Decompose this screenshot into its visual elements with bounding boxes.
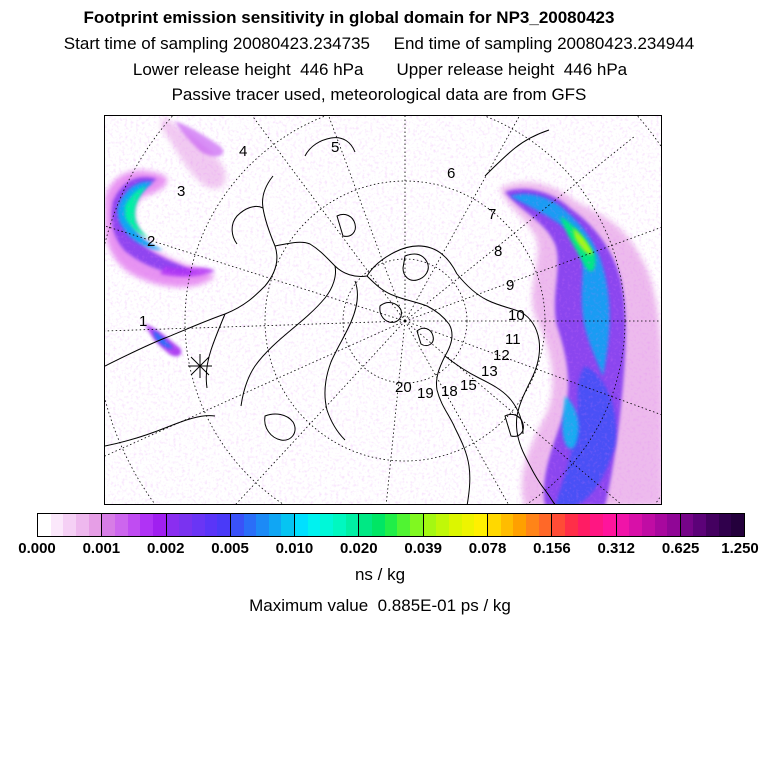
colorbar-swatch bbox=[230, 514, 244, 536]
colorbar-swatch bbox=[63, 514, 76, 536]
map-title: Footprint emission sensitivity in global domain for NP3_20080423 bbox=[83, 8, 615, 27]
colorbar-swatch bbox=[423, 514, 437, 536]
colorbar-swatch bbox=[217, 514, 230, 536]
release-point-asterisk-icon bbox=[188, 354, 212, 378]
colorbar-swatch bbox=[205, 514, 218, 536]
colorbar-swatch bbox=[372, 514, 385, 536]
colorbar bbox=[37, 513, 745, 537]
day-label: 9 bbox=[506, 277, 515, 294]
colorbar-swatch bbox=[140, 514, 153, 536]
colorbar-swatch bbox=[436, 514, 449, 536]
colorbar-swatch bbox=[616, 514, 630, 536]
day-label: 4 bbox=[239, 143, 248, 160]
colorbar-swatch bbox=[153, 514, 166, 536]
colorbar-swatch bbox=[51, 514, 64, 536]
colorbar-swatch bbox=[590, 514, 603, 536]
colorbar-swatch bbox=[693, 514, 706, 536]
day-label: 12 bbox=[493, 347, 510, 364]
colorbar-swatch bbox=[731, 514, 744, 536]
colorbar-swatch bbox=[513, 514, 526, 536]
colorbar-tick-label: 0.625 bbox=[661, 540, 700, 557]
colorbar-swatch bbox=[89, 514, 102, 536]
release-height-line: Lower release height 446 hPa Upper release height 446 hPa bbox=[132, 60, 628, 79]
colorbar-swatch bbox=[551, 514, 565, 536]
tracer-info-line: Passive tracer used, meteorological data are from GFS bbox=[171, 85, 587, 104]
day-label: 10 bbox=[508, 307, 525, 324]
sampling-time-line: Start time of sampling 20080423.234735 End time of sampling 20080423.234944 bbox=[63, 34, 695, 53]
colorbar-swatch bbox=[719, 514, 732, 536]
colorbar-tick-label: 0.020 bbox=[340, 540, 378, 557]
footprint-map bbox=[104, 115, 662, 505]
colorbar-swatch bbox=[397, 514, 410, 536]
colorbar-swatch bbox=[256, 514, 269, 536]
colorbar-swatch bbox=[667, 514, 680, 536]
colorbar-swatch bbox=[358, 514, 372, 536]
colorbar-swatch bbox=[539, 514, 552, 536]
colorbar-swatch bbox=[629, 514, 642, 536]
colorbar-swatch bbox=[603, 514, 616, 536]
colorbar-swatch bbox=[526, 514, 539, 536]
colorbar-swatch bbox=[474, 514, 487, 536]
colorbar-swatch bbox=[462, 514, 475, 536]
day-label: 3 bbox=[177, 183, 186, 200]
colorbar-swatch bbox=[128, 514, 141, 536]
colorbar-swatch bbox=[281, 514, 294, 536]
day-label: 2 bbox=[147, 233, 156, 250]
day-label: 18 bbox=[441, 383, 458, 400]
day-label: 6 bbox=[447, 165, 456, 182]
colorbar-swatch bbox=[308, 514, 321, 536]
colorbar-tick-label: 0.312 bbox=[597, 540, 636, 557]
colorbar-swatch bbox=[320, 514, 333, 536]
day-label: 15 bbox=[460, 377, 477, 394]
colorbar-swatch bbox=[101, 514, 115, 536]
colorbar-tick-labels bbox=[0, 540, 768, 560]
colorbar-tick-label: 0.005 bbox=[211, 540, 249, 557]
colorbar-unit: ns / kg bbox=[354, 565, 406, 584]
colorbar-tick-label: 0.001 bbox=[82, 540, 121, 557]
day-label: 20 bbox=[395, 379, 412, 396]
day-label: 19 bbox=[417, 385, 434, 402]
colorbar-swatch bbox=[655, 514, 668, 536]
colorbar-swatch bbox=[269, 514, 282, 536]
colorbar-tick-label: 0.078 bbox=[468, 540, 507, 557]
colorbar-swatch bbox=[642, 514, 655, 536]
colorbar-swatch bbox=[346, 514, 359, 536]
map-canvas bbox=[105, 116, 662, 505]
colorbar-tick-label: 0.002 bbox=[146, 540, 185, 557]
day-label: 13 bbox=[481, 363, 498, 380]
colorbar-tick-label: 0.156 bbox=[533, 540, 571, 557]
colorbar-tick-label: 0.039 bbox=[404, 540, 442, 557]
colorbar-tick-label: 1.250 bbox=[721, 540, 759, 557]
day-label: 5 bbox=[331, 139, 340, 156]
colorbar-swatch bbox=[244, 514, 257, 536]
colorbar-swatch bbox=[410, 514, 423, 536]
colorbar-swatch bbox=[487, 514, 501, 536]
colorbar-swatch bbox=[385, 514, 398, 536]
colorbar-swatch bbox=[706, 514, 719, 536]
day-label: 1 bbox=[139, 313, 148, 330]
colorbar-swatch bbox=[294, 514, 308, 536]
day-label: 7 bbox=[488, 206, 497, 223]
maximum-value-text: Maximum value 0.885E-01 ps / kg bbox=[249, 596, 511, 615]
colorbar-swatch bbox=[192, 514, 205, 536]
day-label: 8 bbox=[494, 243, 503, 260]
colorbar-swatch bbox=[501, 514, 514, 536]
colorbar-swatch bbox=[179, 514, 192, 536]
colorbar-swatch bbox=[449, 514, 462, 536]
colorbar-swatch bbox=[38, 514, 51, 536]
colorbar-tick-label: 0.010 bbox=[275, 540, 314, 557]
colorbar-swatch bbox=[115, 514, 128, 536]
colorbar-swatch bbox=[333, 514, 346, 536]
day-label: 11 bbox=[505, 331, 521, 348]
colorbar-swatch bbox=[565, 514, 578, 536]
colorbar-swatch bbox=[76, 514, 89, 536]
colorbar-swatch bbox=[680, 514, 694, 536]
colorbar-swatch bbox=[578, 514, 591, 536]
colorbar-tick-label: 0.000 bbox=[18, 540, 56, 557]
colorbar-swatch bbox=[166, 514, 180, 536]
sensitivity-field bbox=[105, 116, 662, 505]
